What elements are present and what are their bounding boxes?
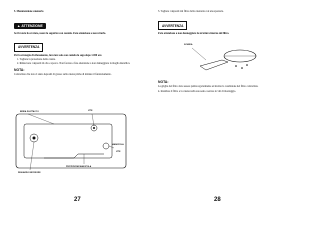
label-lower-guard: RIGUARDO INFORIORE — [18, 172, 41, 174]
label-filter: SCHEDA — [184, 44, 193, 46]
page-number-right: 28 — [214, 197, 221, 203]
caution-text-right: Fare attenzione a non danneggiare la struttura interna del filtro. — [158, 32, 230, 36]
label-screw-side: VITE — [116, 151, 121, 153]
left-page — [0, 0, 150, 214]
right-page — [150, 0, 300, 214]
warning-badge-label: ATTENZIONE — [21, 24, 43, 29]
assembly-diagram — [14, 108, 134, 174]
step-4: 4. Installare il filtro e la catena nella sua sede e serrare le viti di montaggio. — [158, 90, 236, 94]
filter-diagram — [180, 44, 270, 74]
steps-list — [14, 58, 140, 65]
caution-box-right: AVVERTENZA — [158, 21, 187, 30]
label-knob-guard: PROTEZIONE MANOPOLA — [66, 166, 92, 168]
warning-icon: ▲ — [17, 23, 21, 28]
note-title: NOTA: — [14, 68, 25, 73]
label-screw-top: VITE — [88, 110, 93, 112]
warning-text: Se il rotore ha avviato, usare la segatrice con cautela. Fate attenzione a non urtarla. — [14, 31, 106, 35]
step-3: 3. Togliere i depositi dal filtro della catenaria con una spazzola. — [158, 10, 224, 13]
warning-badge — [14, 23, 46, 29]
caution-box: AVVERTENZA — [14, 43, 43, 52]
note-text-right: La griglia del filtro deve essere pulita regolarmente ed inoltre la condizione del filtro controllata. — [158, 84, 259, 88]
note-title-right: NOTA: — [158, 79, 169, 84]
label-bracket: BRIDA DI ATTACCO — [20, 111, 39, 113]
page-number-left: 27 — [74, 197, 81, 203]
step-2: 2. Rimuovere i depositi di olio e sporco. Non forzare e fate attenzione a non danneggiare la maglia metallica. — [17, 61, 131, 65]
label-knob: MANOPOLA — [112, 144, 124, 146]
step-1: 1. Togliete la protezione della catena. — [17, 58, 56, 62]
note-text: Controllare che non ci siano depositi di grasso sulla catena prima di iniziare il funzionamento. — [14, 73, 112, 77]
section-heading: 5. Manutenzione catenaria — [14, 10, 44, 13]
caution-text: Per la strategia di sifonamento, lavorare solo con cautela la sega dopo 1.000 ore. — [14, 53, 103, 57]
